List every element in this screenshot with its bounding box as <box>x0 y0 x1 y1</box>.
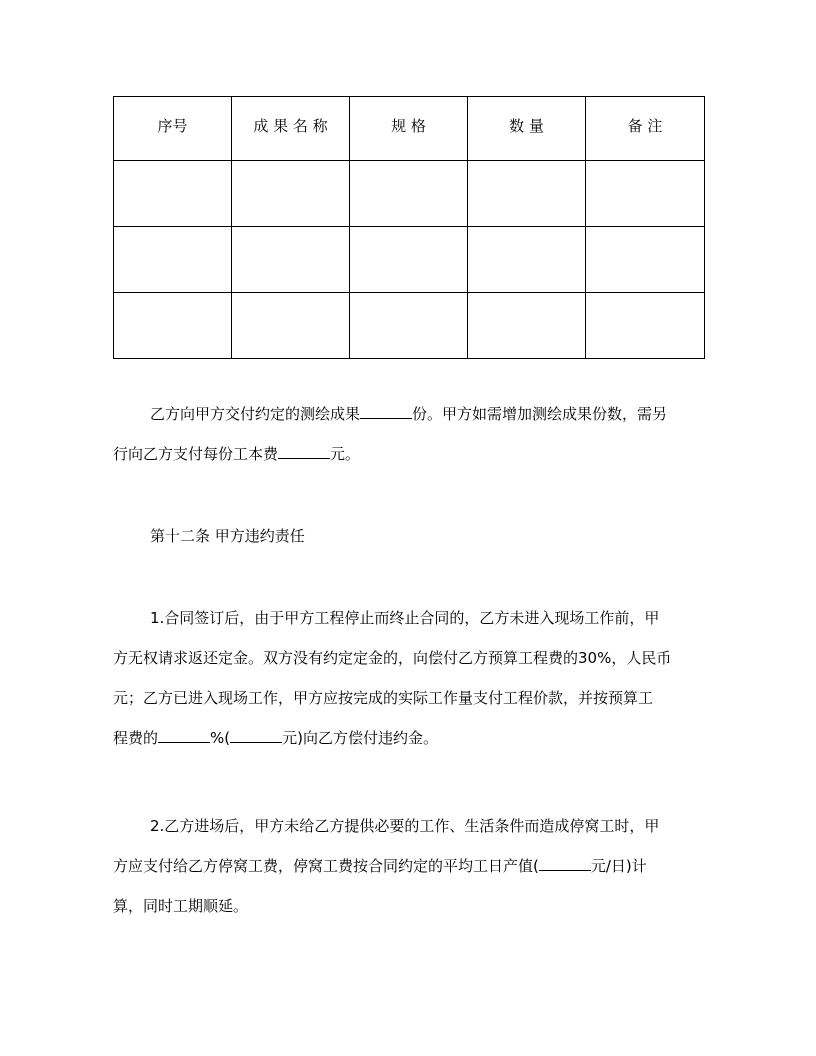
delivery-text: 乙方向甲方交付约定的测绘成果 <box>150 405 361 423</box>
table-row <box>114 161 705 227</box>
table-cell <box>232 161 350 227</box>
cost-blank <box>278 443 330 459</box>
table-row <box>114 227 705 293</box>
table-row <box>114 293 705 359</box>
clause-1-line <box>113 724 705 752</box>
clause-1-text: %( <box>210 729 231 747</box>
table-cell <box>350 161 468 227</box>
clause-1-line: 方无权请求返还定金。双方没有约定定金的，向偿付乙方预算工程费的30%，人民币 <box>113 649 672 667</box>
delivery-text: 份。甲方如需增加测绘成果份数，需另 <box>412 405 668 423</box>
table-header-row <box>114 97 705 161</box>
clause-2-line: 2.乙方进场后，甲方未给乙方提供必要的工作、生活条件而造成停窝工时，甲 <box>150 817 660 835</box>
delivery-paragraph <box>113 400 705 468</box>
header-quantity: 数 量 <box>468 97 586 161</box>
table-cell <box>114 227 232 293</box>
clause-1-line: 元；乙方已进入现场工作，甲方应按完成的实际工作量支付工程价款，并按预算工 <box>113 689 654 707</box>
clause-2-line <box>113 852 705 880</box>
results-table <box>113 96 705 359</box>
header-result-name: 成 果 名 称 <box>232 97 350 161</box>
copies-blank <box>360 403 412 419</box>
table-cell <box>114 161 232 227</box>
table-cell <box>232 227 350 293</box>
table-cell <box>468 227 586 293</box>
clause-1-text: 元)向乙方偿付违约金。 <box>282 729 438 747</box>
header-remarks: 备 注 <box>586 97 705 161</box>
clause-2-paragraph <box>113 812 705 920</box>
table-cell <box>586 161 705 227</box>
table-cell <box>468 293 586 359</box>
delivery-text: 元。 <box>330 445 361 463</box>
clause-2-text: 元/日)计 <box>590 857 647 875</box>
clause-2-line: 算，同时工期顺延。 <box>113 897 249 915</box>
daily-output-blank <box>539 855 591 871</box>
delivery-line-2 <box>113 440 705 468</box>
header-serial-number: 序号 <box>114 97 232 161</box>
table-cell <box>114 293 232 359</box>
table-cell <box>468 161 586 227</box>
delivery-line-1 <box>113 400 705 428</box>
table-cell <box>232 293 350 359</box>
clause-2-text: 方应支付给乙方停窝工费，停窝工费按合同约定的平均工日产值( <box>113 857 539 875</box>
percent-blank <box>158 727 210 743</box>
table-cell <box>350 293 468 359</box>
delivery-text: 行向乙方支付每份工本费 <box>113 445 279 463</box>
table-cell <box>350 227 468 293</box>
clause-1-line: 1.合同签订后，由于甲方工程停止而终止合同的，乙方未进入现场工作前，甲 <box>150 609 660 627</box>
amount-blank <box>230 727 282 743</box>
clause-1-paragraph <box>113 604 705 752</box>
table-cell <box>586 227 705 293</box>
header-specification: 规 格 <box>350 97 468 161</box>
clause-1-text: 程费的 <box>113 729 159 747</box>
table-cell <box>586 293 705 359</box>
article-heading: 第十二条 甲方违约责任 <box>150 527 305 545</box>
